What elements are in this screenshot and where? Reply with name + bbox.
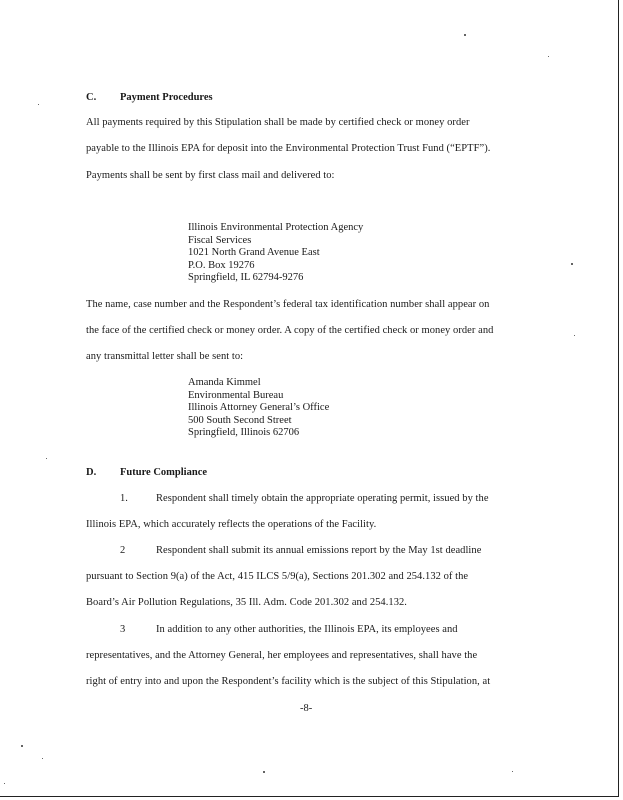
ag-address-block bbox=[188, 377, 329, 440]
address-line: Environmental Bureau bbox=[188, 389, 284, 401]
scan-speck bbox=[38, 104, 39, 105]
epa-address-block bbox=[188, 222, 363, 285]
paragraph-line: Payments shall be sent by first class mail and delivered to: bbox=[86, 170, 335, 181]
paragraph-line: right of entry into and upon the Respondent’s facility which is the subject of this Stipulation, at bbox=[86, 676, 491, 687]
paragraph-line: All payments required by this Stipulation shall be made by certified check or money order bbox=[86, 117, 470, 128]
scan-speck bbox=[571, 263, 573, 265]
scan-speck bbox=[263, 771, 265, 773]
item-2-number: 2 bbox=[120, 545, 126, 556]
section-c-heading bbox=[86, 92, 213, 103]
address-line: Springfield, IL 62794-9276 bbox=[188, 272, 304, 284]
page-number: -8- bbox=[300, 703, 313, 714]
scan-speck bbox=[574, 335, 575, 336]
paragraph-line: any transmittal letter shall be sent to: bbox=[86, 351, 244, 362]
item-1-number: 1. bbox=[120, 493, 128, 504]
item-2-first-line: Respondent shall submit its annual emissions report by the May 1st deadline bbox=[156, 545, 482, 556]
paragraph-line: the face of the certified check or money order. A copy of the certified check or money order and bbox=[86, 325, 494, 336]
address-line: Amanda Kimmel bbox=[188, 377, 261, 388]
section-d-title: Future Compliance bbox=[120, 467, 208, 478]
address-line: 1021 North Grand Avenue East bbox=[188, 247, 320, 259]
scan-speck bbox=[42, 758, 43, 759]
paragraph-line: Illinois EPA, which accurately reflects the operations of the Facility. bbox=[86, 519, 377, 530]
address-line: Springfield, Illinois 62706 bbox=[188, 427, 300, 439]
item-3-first-line: In addition to any other authorities, the Illinois EPA, its employees and bbox=[156, 624, 458, 635]
section-d-number: D. bbox=[86, 467, 97, 478]
paragraph-line: Board’s Air Pollution Regulations, 35 Ill. Adm. Code 201.302 and 254.132. bbox=[86, 597, 407, 608]
address-line: P.O. Box 19276 bbox=[188, 259, 255, 271]
paragraph-line: representatives, and the Attorney General, her employees and representatives, shall have the bbox=[86, 650, 478, 661]
address-line: Fiscal Services bbox=[188, 234, 252, 246]
scan-speck bbox=[548, 56, 549, 57]
paragraph-line: payable to the Illinois EPA for deposit into the Environmental Protection Trust Fund (“EPTF”). bbox=[86, 143, 491, 154]
paragraph-line: The name, case number and the Respondent’s federal tax identification number shall appear on bbox=[86, 299, 490, 310]
item-1-first-line: Respondent shall timely obtain the appropriate operating permit, issued by the bbox=[156, 493, 489, 504]
scan-speck bbox=[512, 771, 513, 772]
scan-speck bbox=[46, 458, 47, 459]
section-d-heading bbox=[86, 467, 207, 478]
address-line: Illinois Attorney General’s Office bbox=[188, 402, 330, 414]
paragraph-line: pursuant to Section 9(a) of the Act, 415 ILCS 5/9(a), Sections 201.302 and 254.132 of the bbox=[86, 571, 469, 582]
item-3-number: 3 bbox=[120, 624, 126, 635]
address-line: 500 South Second Street bbox=[188, 414, 292, 426]
address-line: Illinois Environmental Protection Agency bbox=[188, 222, 364, 233]
scan-speck bbox=[21, 745, 23, 747]
section-c-title: Payment Procedures bbox=[120, 92, 213, 103]
scan-speck bbox=[464, 34, 466, 36]
section-c-number: C. bbox=[86, 92, 97, 103]
scan-speck bbox=[4, 783, 5, 784]
